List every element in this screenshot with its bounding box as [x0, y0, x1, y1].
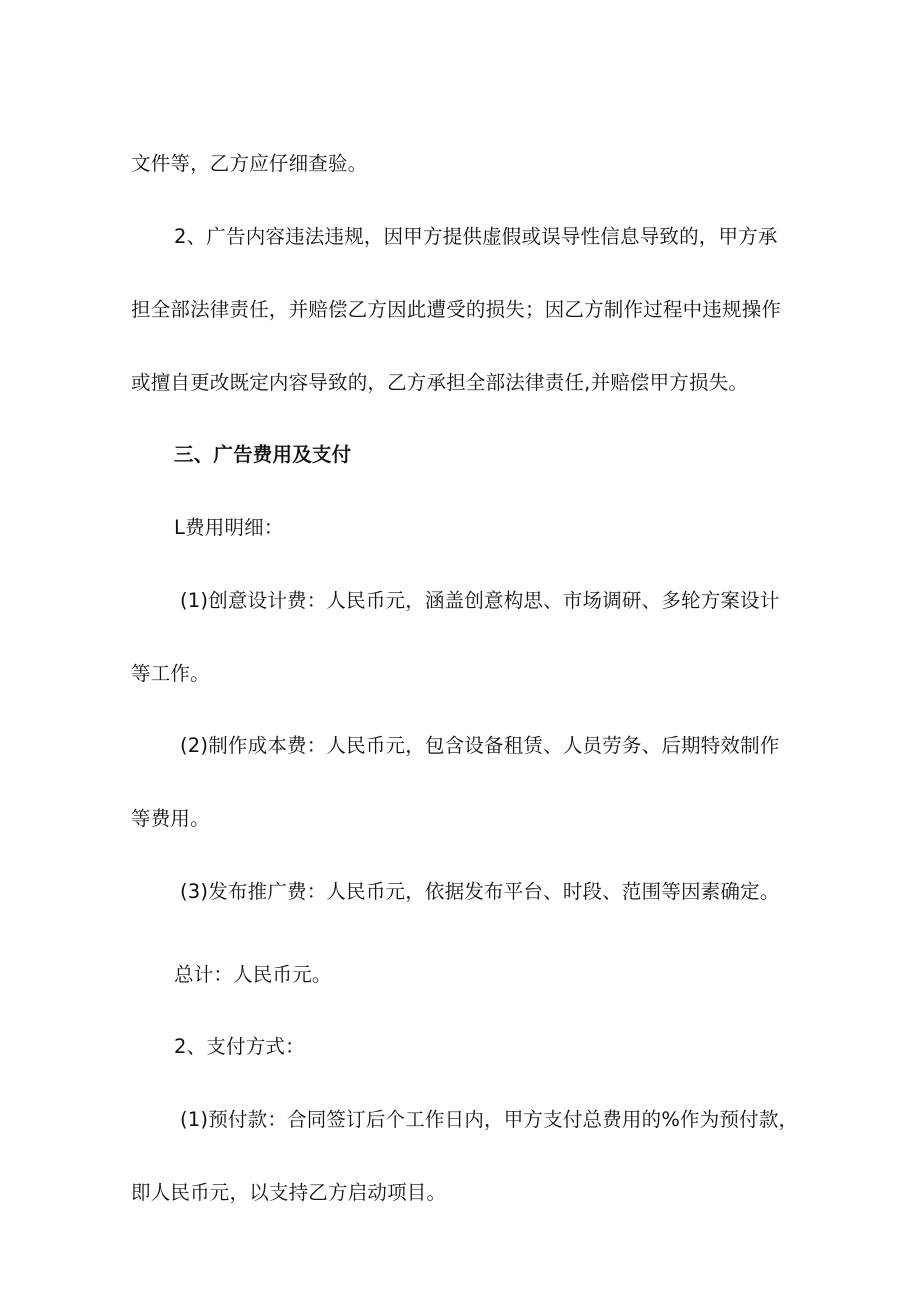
list-item-line: (1)预付款：合同签订后个工作日内，甲方支付总费用的%作为预付款，	[180, 1108, 799, 1131]
list-item-line: (2)制作成本费：人民币元，包含设备租赁、人员劳务、后期特效制作	[180, 734, 780, 757]
paragraph-line: L费用明细：	[174, 516, 284, 539]
list-item-line: (1)创意设计费：人民币元，涵盖创意构思、市场调研、多轮方案设计	[180, 589, 780, 612]
paragraph-line: 总计：人民币元。	[174, 963, 332, 986]
list-item-line: (3)发布推广费：人民币元，依据发布平台、时段、范围等因素确定。	[180, 880, 780, 903]
paragraph-line: 文件等，乙方应仔细查验。	[131, 152, 368, 175]
paragraph-line: 或擅自更改既定内容导致的，乙方承担全部法律责任,并赔偿甲方损失。	[131, 371, 749, 394]
paragraph-line: 2、广告内容违法违规，因甲方提供虚假或误导性信息导致的，甲方承	[174, 225, 778, 248]
paragraph-line: 担全部法律责任，并赔偿乙方因此遭受的损失；因乙方制作过程中违规操作	[131, 298, 782, 321]
paragraph-line: 2、支付方式：	[174, 1035, 305, 1058]
paragraph-line: 即人民币元，以支持乙方启动项目。	[131, 1181, 447, 1204]
section-heading: 三、广告费用及支付	[174, 443, 352, 466]
paragraph-line: 等工作。	[131, 662, 210, 685]
paragraph-line: 等费用。	[131, 807, 210, 830]
